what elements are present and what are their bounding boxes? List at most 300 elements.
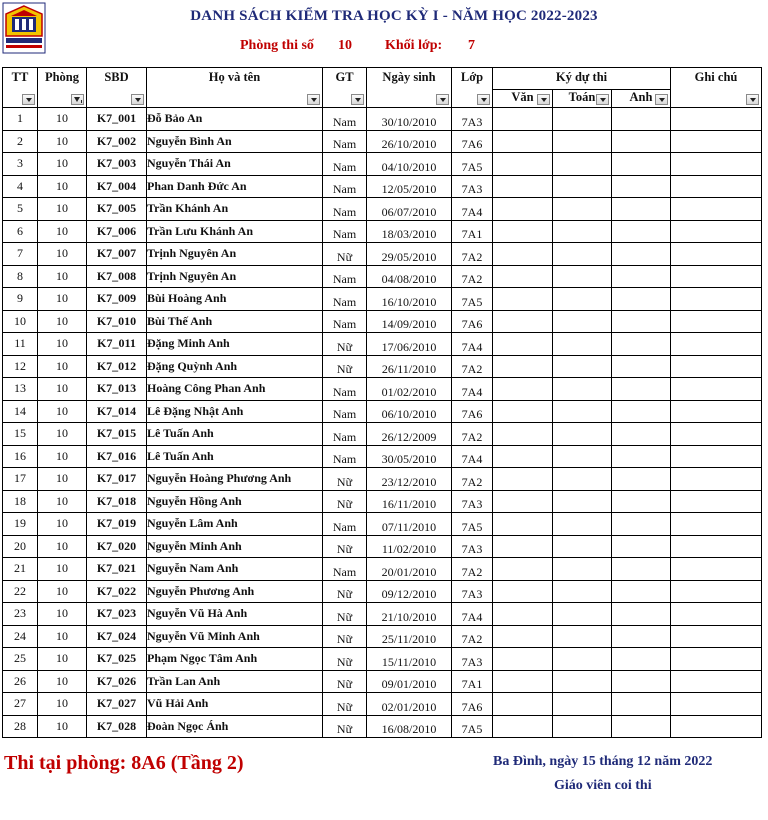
cell-note[interactable] (671, 265, 762, 288)
filter-dropdown-icon[interactable] (307, 94, 320, 105)
cell-sbd[interactable]: K7_015 (87, 423, 147, 446)
cell-name[interactable]: Nguyễn Hoàng Phương Anh (147, 468, 323, 491)
cell-van[interactable] (493, 130, 553, 153)
cell-phong[interactable]: 10 (38, 558, 87, 581)
filter-dropdown-icon[interactable] (655, 94, 668, 105)
cell-sbd[interactable]: K7_013 (87, 378, 147, 401)
cell-anh[interactable] (612, 445, 671, 468)
cell-gender[interactable]: Nữ (323, 603, 367, 626)
cell-gender[interactable]: Nữ (323, 333, 367, 356)
cell-dob[interactable]: 15/11/2010 (367, 648, 452, 671)
cell-dob[interactable]: 07/11/2010 (367, 513, 452, 536)
cell-dob[interactable]: 06/10/2010 (367, 400, 452, 423)
cell-gender[interactable]: Nữ (323, 243, 367, 266)
cell-tt[interactable]: 21 (3, 558, 38, 581)
cell-tt[interactable]: 24 (3, 625, 38, 648)
cell-gender[interactable]: Nam (323, 513, 367, 536)
cell-sbd[interactable]: K7_019 (87, 513, 147, 536)
cell-van[interactable] (493, 378, 553, 401)
cell-tt[interactable]: 27 (3, 693, 38, 716)
cell-dob[interactable]: 02/01/2010 (367, 693, 452, 716)
cell-van[interactable] (493, 265, 553, 288)
cell-anh[interactable] (612, 693, 671, 716)
cell-toan[interactable] (553, 580, 612, 603)
cell-name[interactable]: Đỗ Bảo An (147, 108, 323, 131)
cell-sbd[interactable]: K7_018 (87, 490, 147, 513)
cell-dob[interactable]: 25/11/2010 (367, 625, 452, 648)
cell-toan[interactable] (553, 468, 612, 491)
cell-toan[interactable] (553, 648, 612, 671)
cell-name[interactable]: Hoàng Công Phan Anh (147, 378, 323, 401)
cell-phong[interactable]: 10 (38, 693, 87, 716)
cell-gender[interactable]: Nam (323, 378, 367, 401)
cell-sbd[interactable]: K7_009 (87, 288, 147, 311)
cell-note[interactable] (671, 490, 762, 513)
cell-note[interactable] (671, 108, 762, 131)
cell-toan[interactable] (553, 490, 612, 513)
cell-van[interactable] (493, 513, 553, 536)
cell-anh[interactable] (612, 198, 671, 221)
cell-toan[interactable] (553, 288, 612, 311)
cell-name[interactable]: Nguyễn Hồng Anh (147, 490, 323, 513)
cell-anh[interactable] (612, 220, 671, 243)
cell-name[interactable]: Nguyễn Vũ Hà Anh (147, 603, 323, 626)
cell-class[interactable]: 7A5 (452, 288, 493, 311)
cell-anh[interactable] (612, 670, 671, 693)
cell-van[interactable] (493, 648, 553, 671)
cell-tt[interactable]: 17 (3, 468, 38, 491)
cell-gender[interactable]: Nam (323, 265, 367, 288)
cell-dob[interactable]: 18/03/2010 (367, 220, 452, 243)
cell-anh[interactable] (612, 558, 671, 581)
cell-toan[interactable] (553, 378, 612, 401)
cell-van[interactable] (493, 625, 553, 648)
cell-dob[interactable]: 16/10/2010 (367, 288, 452, 311)
cell-gender[interactable]: Nữ (323, 670, 367, 693)
cell-gender[interactable]: Nam (323, 153, 367, 176)
cell-note[interactable] (671, 220, 762, 243)
cell-tt[interactable]: 25 (3, 648, 38, 671)
cell-tt[interactable]: 9 (3, 288, 38, 311)
cell-sbd[interactable]: K7_002 (87, 130, 147, 153)
cell-note[interactable] (671, 153, 762, 176)
cell-anh[interactable] (612, 108, 671, 131)
cell-tt[interactable]: 23 (3, 603, 38, 626)
cell-phong[interactable]: 10 (38, 490, 87, 513)
cell-anh[interactable] (612, 310, 671, 333)
cell-van[interactable] (493, 603, 553, 626)
cell-toan[interactable] (553, 198, 612, 221)
cell-sbd[interactable]: K7_016 (87, 445, 147, 468)
cell-toan[interactable] (553, 355, 612, 378)
cell-tt[interactable]: 5 (3, 198, 38, 221)
cell-dob[interactable]: 20/01/2010 (367, 558, 452, 581)
cell-dob[interactable]: 16/11/2010 (367, 490, 452, 513)
cell-anh[interactable] (612, 243, 671, 266)
cell-class[interactable]: 7A6 (452, 693, 493, 716)
cell-tt[interactable]: 4 (3, 175, 38, 198)
cell-phong[interactable]: 10 (38, 288, 87, 311)
cell-name[interactable]: Nguyễn Vũ Minh Anh (147, 625, 323, 648)
cell-toan[interactable] (553, 400, 612, 423)
cell-class[interactable]: 7A1 (452, 220, 493, 243)
cell-phong[interactable]: 10 (38, 378, 87, 401)
cell-note[interactable] (671, 445, 762, 468)
cell-note[interactable] (671, 468, 762, 491)
cell-anh[interactable] (612, 580, 671, 603)
cell-name[interactable]: Đoàn Ngọc Ánh (147, 715, 323, 738)
cell-tt[interactable]: 2 (3, 130, 38, 153)
cell-anh[interactable] (612, 715, 671, 738)
cell-sbd[interactable]: K7_023 (87, 603, 147, 626)
cell-anh[interactable] (612, 535, 671, 558)
cell-tt[interactable]: 28 (3, 715, 38, 738)
cell-tt[interactable]: 16 (3, 445, 38, 468)
cell-sbd[interactable]: K7_006 (87, 220, 147, 243)
cell-anh[interactable] (612, 175, 671, 198)
cell-class[interactable]: 7A1 (452, 670, 493, 693)
cell-class[interactable]: 7A3 (452, 648, 493, 671)
cell-note[interactable] (671, 310, 762, 333)
cell-phong[interactable]: 10 (38, 625, 87, 648)
cell-name[interactable]: Nguyễn Minh Anh (147, 535, 323, 558)
cell-dob[interactable]: 26/12/2009 (367, 423, 452, 446)
cell-gender[interactable]: Nam (323, 400, 367, 423)
cell-sbd[interactable]: K7_025 (87, 648, 147, 671)
cell-phong[interactable]: 10 (38, 153, 87, 176)
cell-class[interactable]: 7A3 (452, 580, 493, 603)
cell-note[interactable] (671, 400, 762, 423)
cell-name[interactable]: Nguyễn Thái An (147, 153, 323, 176)
filter-dropdown-icon[interactable] (477, 94, 490, 105)
cell-tt[interactable]: 11 (3, 333, 38, 356)
cell-toan[interactable] (553, 153, 612, 176)
cell-phong[interactable]: 10 (38, 198, 87, 221)
cell-sbd[interactable]: K7_003 (87, 153, 147, 176)
cell-phong[interactable]: 10 (38, 603, 87, 626)
cell-van[interactable] (493, 558, 553, 581)
cell-note[interactable] (671, 378, 762, 401)
cell-note[interactable] (671, 288, 762, 311)
cell-dob[interactable]: 30/05/2010 (367, 445, 452, 468)
cell-note[interactable] (671, 625, 762, 648)
cell-sbd[interactable]: K7_010 (87, 310, 147, 333)
cell-dob[interactable]: 17/06/2010 (367, 333, 452, 356)
cell-class[interactable]: 7A2 (452, 558, 493, 581)
cell-tt[interactable]: 1 (3, 108, 38, 131)
cell-gender[interactable]: Nam (323, 175, 367, 198)
cell-dob[interactable]: 12/05/2010 (367, 175, 452, 198)
cell-dob[interactable]: 21/10/2010 (367, 603, 452, 626)
cell-dob[interactable]: 11/02/2010 (367, 535, 452, 558)
cell-note[interactable] (671, 670, 762, 693)
cell-note[interactable] (671, 333, 762, 356)
cell-name[interactable]: Trịnh Nguyên An (147, 265, 323, 288)
cell-van[interactable] (493, 310, 553, 333)
cell-class[interactable]: 7A4 (452, 603, 493, 626)
cell-name[interactable]: Lê Tuấn Anh (147, 423, 323, 446)
cell-anh[interactable] (612, 355, 671, 378)
filter-dropdown-icon[interactable] (436, 94, 449, 105)
cell-gender[interactable]: Nam (323, 198, 367, 221)
cell-van[interactable] (493, 333, 553, 356)
cell-phong[interactable]: 10 (38, 220, 87, 243)
cell-gender[interactable]: Nam (323, 445, 367, 468)
cell-name[interactable]: Vũ Hải Anh (147, 693, 323, 716)
cell-sbd[interactable]: K7_027 (87, 693, 147, 716)
cell-anh[interactable] (612, 265, 671, 288)
filter-dropdown-icon[interactable] (351, 94, 364, 105)
cell-phong[interactable]: 10 (38, 400, 87, 423)
cell-class[interactable]: 7A2 (452, 355, 493, 378)
cell-anh[interactable] (612, 513, 671, 536)
cell-toan[interactable] (553, 220, 612, 243)
cell-note[interactable] (671, 558, 762, 581)
filter-dropdown-icon[interactable] (596, 94, 609, 105)
cell-toan[interactable] (553, 243, 612, 266)
cell-gender[interactable]: Nữ (323, 535, 367, 558)
cell-tt[interactable]: 7 (3, 243, 38, 266)
cell-toan[interactable] (553, 513, 612, 536)
cell-class[interactable]: 7A6 (452, 310, 493, 333)
cell-class[interactable]: 7A2 (452, 265, 493, 288)
cell-sbd[interactable]: K7_028 (87, 715, 147, 738)
cell-van[interactable] (493, 670, 553, 693)
cell-toan[interactable] (553, 693, 612, 716)
cell-anh[interactable] (612, 423, 671, 446)
cell-note[interactable] (671, 130, 762, 153)
cell-anh[interactable] (612, 490, 671, 513)
cell-dob[interactable]: 26/10/2010 (367, 130, 452, 153)
cell-sbd[interactable]: K7_022 (87, 580, 147, 603)
cell-name[interactable]: Nguyễn Nam Anh (147, 558, 323, 581)
cell-sbd[interactable]: K7_008 (87, 265, 147, 288)
cell-sbd[interactable]: K7_024 (87, 625, 147, 648)
cell-name[interactable]: Trần Lưu Khánh An (147, 220, 323, 243)
cell-class[interactable]: 7A5 (452, 513, 493, 536)
cell-class[interactable]: 7A4 (452, 445, 493, 468)
cell-toan[interactable] (553, 603, 612, 626)
cell-tt[interactable]: 13 (3, 378, 38, 401)
cell-gender[interactable]: Nữ (323, 355, 367, 378)
filter-dropdown-icon[interactable] (22, 94, 35, 105)
cell-note[interactable] (671, 535, 762, 558)
cell-note[interactable] (671, 355, 762, 378)
cell-phong[interactable]: 10 (38, 580, 87, 603)
cell-dob[interactable]: 09/01/2010 (367, 670, 452, 693)
cell-gender[interactable]: Nữ (323, 693, 367, 716)
cell-name[interactable]: Nguyễn Bình An (147, 130, 323, 153)
cell-sbd[interactable]: K7_011 (87, 333, 147, 356)
cell-tt[interactable]: 19 (3, 513, 38, 536)
cell-phong[interactable]: 10 (38, 243, 87, 266)
cell-name[interactable]: Trịnh Nguyên An (147, 243, 323, 266)
cell-anh[interactable] (612, 378, 671, 401)
cell-van[interactable] (493, 243, 553, 266)
cell-phong[interactable]: 10 (38, 310, 87, 333)
cell-gender[interactable]: Nam (323, 423, 367, 446)
cell-phong[interactable]: 10 (38, 265, 87, 288)
cell-phong[interactable]: 10 (38, 445, 87, 468)
cell-gender[interactable]: Nữ (323, 625, 367, 648)
cell-phong[interactable]: 10 (38, 355, 87, 378)
cell-tt[interactable]: 15 (3, 423, 38, 446)
cell-van[interactable] (493, 198, 553, 221)
cell-name[interactable]: Phan Danh Đức An (147, 175, 323, 198)
cell-dob[interactable]: 04/10/2010 (367, 153, 452, 176)
cell-gender[interactable]: Nữ (323, 468, 367, 491)
cell-gender[interactable]: Nữ (323, 648, 367, 671)
cell-van[interactable] (493, 445, 553, 468)
cell-class[interactable]: 7A2 (452, 468, 493, 491)
cell-toan[interactable] (553, 265, 612, 288)
cell-name[interactable]: Trần Khánh An (147, 198, 323, 221)
cell-anh[interactable] (612, 130, 671, 153)
cell-phong[interactable]: 10 (38, 468, 87, 491)
cell-name[interactable]: Lê Tuấn Anh (147, 445, 323, 468)
cell-dob[interactable]: 29/05/2010 (367, 243, 452, 266)
cell-gender[interactable]: Nam (323, 220, 367, 243)
cell-name[interactable]: Đặng Minh Anh (147, 333, 323, 356)
cell-note[interactable] (671, 423, 762, 446)
cell-phong[interactable]: 10 (38, 333, 87, 356)
cell-dob[interactable]: 14/09/2010 (367, 310, 452, 333)
cell-anh[interactable] (612, 625, 671, 648)
cell-sbd[interactable]: K7_012 (87, 355, 147, 378)
cell-sbd[interactable]: K7_014 (87, 400, 147, 423)
cell-phong[interactable]: 10 (38, 130, 87, 153)
cell-name[interactable]: Bùi Hoàng Anh (147, 288, 323, 311)
cell-name[interactable]: Nguyễn Lâm Anh (147, 513, 323, 536)
cell-anh[interactable] (612, 333, 671, 356)
cell-toan[interactable] (553, 625, 612, 648)
cell-note[interactable] (671, 648, 762, 671)
cell-note[interactable] (671, 603, 762, 626)
cell-name[interactable]: Đặng Quỳnh Anh (147, 355, 323, 378)
cell-tt[interactable]: 14 (3, 400, 38, 423)
cell-sbd[interactable]: K7_004 (87, 175, 147, 198)
cell-class[interactable]: 7A5 (452, 715, 493, 738)
cell-note[interactable] (671, 693, 762, 716)
filter-active-icon[interactable] (71, 94, 84, 105)
cell-anh[interactable] (612, 468, 671, 491)
cell-anh[interactable] (612, 288, 671, 311)
cell-class[interactable]: 7A4 (452, 333, 493, 356)
cell-class[interactable]: 7A2 (452, 243, 493, 266)
cell-dob[interactable]: 09/12/2010 (367, 580, 452, 603)
cell-tt[interactable]: 3 (3, 153, 38, 176)
cell-gender[interactable]: Nữ (323, 490, 367, 513)
cell-phong[interactable]: 10 (38, 535, 87, 558)
cell-dob[interactable]: 30/10/2010 (367, 108, 452, 131)
cell-class[interactable]: 7A4 (452, 198, 493, 221)
cell-sbd[interactable]: K7_017 (87, 468, 147, 491)
cell-class[interactable]: 7A6 (452, 400, 493, 423)
cell-gender[interactable]: Nữ (323, 580, 367, 603)
cell-toan[interactable] (553, 445, 612, 468)
cell-tt[interactable]: 20 (3, 535, 38, 558)
cell-anh[interactable] (612, 648, 671, 671)
cell-gender[interactable]: Nam (323, 288, 367, 311)
cell-class[interactable]: 7A3 (452, 108, 493, 131)
cell-anh[interactable] (612, 400, 671, 423)
cell-van[interactable] (493, 175, 553, 198)
cell-gender[interactable]: Nam (323, 108, 367, 131)
cell-phong[interactable]: 10 (38, 513, 87, 536)
cell-van[interactable] (493, 220, 553, 243)
cell-note[interactable] (671, 715, 762, 738)
cell-tt[interactable]: 12 (3, 355, 38, 378)
cell-tt[interactable]: 18 (3, 490, 38, 513)
cell-dob[interactable]: 04/08/2010 (367, 265, 452, 288)
cell-van[interactable] (493, 423, 553, 446)
cell-van[interactable] (493, 580, 553, 603)
filter-dropdown-icon[interactable] (131, 94, 144, 105)
cell-phong[interactable]: 10 (38, 108, 87, 131)
cell-note[interactable] (671, 198, 762, 221)
cell-tt[interactable]: 10 (3, 310, 38, 333)
cell-gender[interactable]: Nam (323, 130, 367, 153)
cell-sbd[interactable]: K7_001 (87, 108, 147, 131)
cell-phong[interactable]: 10 (38, 175, 87, 198)
cell-class[interactable]: 7A6 (452, 130, 493, 153)
cell-van[interactable] (493, 108, 553, 131)
cell-dob[interactable]: 01/02/2010 (367, 378, 452, 401)
cell-van[interactable] (493, 715, 553, 738)
cell-toan[interactable] (553, 670, 612, 693)
cell-van[interactable] (493, 468, 553, 491)
cell-phong[interactable]: 10 (38, 423, 87, 446)
cell-toan[interactable] (553, 535, 612, 558)
cell-phong[interactable]: 10 (38, 670, 87, 693)
cell-class[interactable]: 7A2 (452, 423, 493, 446)
cell-note[interactable] (671, 243, 762, 266)
cell-van[interactable] (493, 355, 553, 378)
cell-name[interactable]: Bùi Thế Anh (147, 310, 323, 333)
cell-toan[interactable] (553, 310, 612, 333)
cell-toan[interactable] (553, 108, 612, 131)
cell-class[interactable]: 7A3 (452, 490, 493, 513)
cell-class[interactable]: 7A2 (452, 625, 493, 648)
cell-toan[interactable] (553, 423, 612, 446)
cell-name[interactable]: Phạm Ngọc Tâm Anh (147, 648, 323, 671)
cell-note[interactable] (671, 175, 762, 198)
cell-dob[interactable]: 23/12/2010 (367, 468, 452, 491)
cell-toan[interactable] (553, 130, 612, 153)
cell-class[interactable]: 7A4 (452, 378, 493, 401)
cell-dob[interactable]: 16/08/2010 (367, 715, 452, 738)
cell-gender[interactable]: Nữ (323, 715, 367, 738)
cell-sbd[interactable]: K7_005 (87, 198, 147, 221)
cell-tt[interactable]: 22 (3, 580, 38, 603)
cell-gender[interactable]: Nam (323, 310, 367, 333)
cell-note[interactable] (671, 580, 762, 603)
cell-toan[interactable] (553, 175, 612, 198)
cell-gender[interactable]: Nam (323, 558, 367, 581)
cell-anh[interactable] (612, 153, 671, 176)
cell-tt[interactable]: 26 (3, 670, 38, 693)
cell-class[interactable]: 7A5 (452, 153, 493, 176)
cell-sbd[interactable]: K7_021 (87, 558, 147, 581)
filter-dropdown-icon[interactable] (537, 94, 550, 105)
cell-sbd[interactable]: K7_026 (87, 670, 147, 693)
cell-van[interactable] (493, 153, 553, 176)
cell-name[interactable]: Trần Lan Anh (147, 670, 323, 693)
cell-dob[interactable]: 26/11/2010 (367, 355, 452, 378)
cell-class[interactable]: 7A3 (452, 535, 493, 558)
cell-van[interactable] (493, 490, 553, 513)
cell-van[interactable] (493, 535, 553, 558)
